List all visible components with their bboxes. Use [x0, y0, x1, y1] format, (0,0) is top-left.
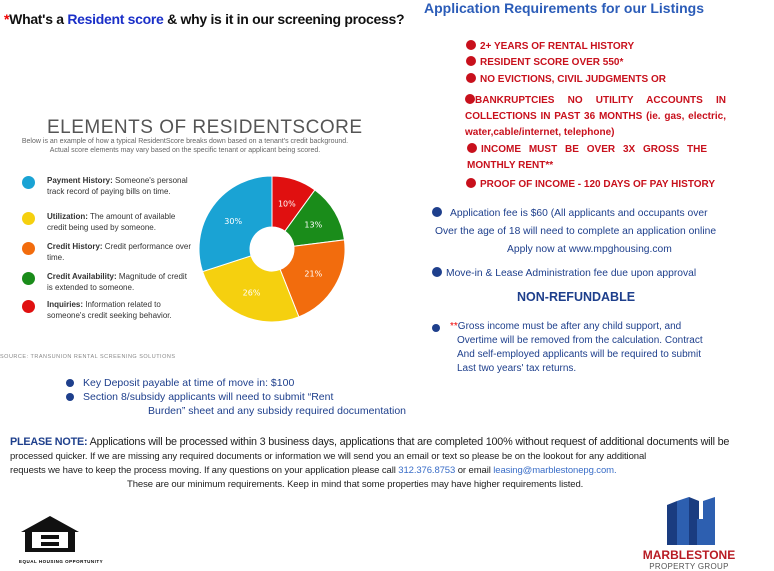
legend-text	[22, 211, 192, 233]
non-refundable: NON-REFUNDABLE	[517, 290, 636, 304]
note-line: Overtime will be removed from the calculation. Contract	[457, 335, 703, 346]
req-text: BANKRUPTCIES NO UTILITY ACCOUNTS IN COLLECTIONS IN PAST 36 MONTHS (ie. gas, electric, water,cable/internet, telephone)	[465, 95, 726, 138]
movein-text: Move-in & Lease Administration fee due upon approval	[446, 268, 697, 279]
legend-label: Utilization:	[47, 212, 88, 221]
legend-swatch	[22, 176, 35, 189]
stars: **	[450, 321, 458, 332]
resident-score-infographic	[0, 105, 390, 365]
infographic-title: ELEMENTS OF RESIDENTSCORE	[47, 117, 363, 138]
building-icon	[659, 497, 719, 545]
legend-label: Credit History:	[47, 242, 103, 251]
req-text: NO EVICTIONS, CIVIL JUDGMENTS OR	[480, 74, 666, 85]
legend-label: Inquiries:	[47, 300, 84, 309]
bullet-icon	[432, 267, 442, 277]
fee-text: Application fee is $60 (All applicants and occupants over	[450, 208, 708, 219]
infographic-subtitle: Below is an example of how a typical ResidentScore breaks down based on a tenant's credit background.	[21, 138, 349, 145]
q-highlight: Resident score	[67, 11, 164, 27]
legend-item	[22, 241, 192, 263]
req-text: INCOME MUST BE OVER 3X GROSS THE MONTHLY RENT**	[467, 144, 707, 171]
eho-text: EQUAL HOUSING OPPORTUNITY	[19, 559, 104, 564]
pie-label: 10%	[277, 199, 296, 209]
note-line-2: processed quicker. If we are missing any required documents or information we will send you an email or text so please be on the lookout for any additional	[10, 451, 647, 462]
bullet-text-cont: Burden” sheet and any subsidy required documentation	[148, 405, 406, 417]
bullet-icon	[466, 73, 476, 83]
pie-label: 21%	[304, 269, 323, 279]
req-item	[466, 178, 768, 190]
please-note	[10, 436, 764, 448]
email-link[interactable]: leasing@marblestonepg.com.	[493, 465, 617, 476]
bullet-icon	[467, 143, 477, 153]
note-line: Gross income must be after any child support, and	[457, 321, 682, 332]
q-suffix: & why is it in our screening process?	[163, 11, 405, 27]
bullet-icon	[466, 40, 476, 50]
movein-item	[432, 267, 770, 279]
legend-desc: Credit performance over time.	[47, 242, 192, 262]
pie-chart	[190, 170, 360, 330]
note-text: or email	[455, 465, 494, 476]
bullet-icon	[66, 379, 74, 387]
requirements-title: Application Requirements for our Listings	[424, 0, 705, 16]
resident-score-question	[4, 11, 404, 27]
bullet-icon	[432, 324, 440, 332]
brand-sub: PROPERTY GROUP	[649, 562, 729, 571]
bullet-icon	[466, 178, 476, 188]
req-item	[466, 56, 768, 68]
q-prefix: What's a	[9, 11, 68, 27]
legend-swatch	[22, 272, 35, 285]
pie-label: 26%	[242, 288, 261, 298]
phone-link[interactable]: 312.376.8753	[398, 465, 456, 476]
apply-link[interactable]: Apply now at www.mpghousing.com	[507, 244, 672, 255]
marblestone-logo	[636, 497, 742, 571]
equal-housing-logo	[19, 514, 104, 564]
house-icon	[19, 514, 81, 554]
legend-swatch	[22, 242, 35, 255]
note-label: PLEASE NOTE:	[10, 436, 88, 448]
legend-label: Payment History:	[47, 176, 113, 185]
req-item	[466, 40, 768, 52]
legend-text	[22, 271, 192, 293]
note-line: And self-employed applicants will be required to submit	[457, 349, 702, 360]
req-text: 2+ YEARS OF RENTAL HISTORY	[480, 41, 635, 52]
brand-name: MARBLESTONE	[642, 548, 736, 562]
legend-item	[22, 211, 192, 233]
legend-desc: The amount of available credit being used by someone.	[47, 212, 176, 232]
legend-text	[22, 175, 192, 197]
pie-label: 13%	[304, 220, 323, 230]
note-text: requests we have to keep the process moving. If any questions on your application please call	[10, 465, 399, 476]
fee-text-2: Over the age of 18 will need to complete an application online	[435, 226, 717, 237]
req-item	[465, 93, 726, 141]
bullet-text: Section 8/subsidy applicants will need to submit “Rent	[83, 391, 334, 403]
bullet-icon	[466, 56, 476, 66]
legend-desc: Information related to someone's credit seeking behavior.	[47, 300, 172, 320]
gross-income-note	[450, 320, 770, 376]
req-text: PROOF OF INCOME - 120 DAYS OF PAY HISTORY	[480, 179, 716, 190]
section8-item	[66, 390, 406, 404]
legend-text	[22, 241, 192, 263]
note-text: Applications will be processed within 3 business days, applications that are completed 100% without request of additional documents will be	[87, 436, 730, 448]
legend-item	[22, 271, 192, 293]
bullet-icon	[432, 207, 442, 217]
legend-item	[22, 175, 192, 197]
note-line-3	[10, 465, 764, 476]
bullet-text: Key Deposit payable at time of move in: $100	[83, 377, 295, 389]
legend-swatch	[22, 212, 35, 225]
note-line: Last two years' tax returns.	[457, 363, 577, 374]
bullet-icon	[66, 393, 74, 401]
legend-text	[22, 299, 192, 321]
bullet-icon	[465, 94, 475, 104]
source-note: SOURCE: TRANSUNION RENTAL SCREENING SOLUTIONS	[0, 354, 176, 360]
legend-label: Credit Availability:	[47, 272, 117, 281]
left-bullets	[66, 376, 406, 418]
req-text: RESIDENT SCORE OVER 550*	[480, 57, 624, 68]
minimum-requirements: These are our minimum requirements. Keep in mind that some properties may have higher requirements listed.	[127, 479, 584, 490]
legend-swatch	[22, 300, 35, 313]
req-item	[467, 142, 707, 174]
req-item	[466, 73, 768, 85]
asterisk: *	[4, 11, 10, 27]
pie-label: 30%	[224, 216, 243, 226]
legend-desc: Someone's personal track record of paying bills on time.	[47, 176, 188, 196]
fee-item	[432, 207, 770, 219]
infographic-subtitle-2: Actual score elements may vary based on the specific tenant or applicant being scored.	[49, 147, 321, 154]
legend-item	[22, 299, 192, 321]
deposit-item	[66, 376, 406, 390]
legend-desc: Magnitude of credit is extended to someone.	[47, 272, 187, 292]
